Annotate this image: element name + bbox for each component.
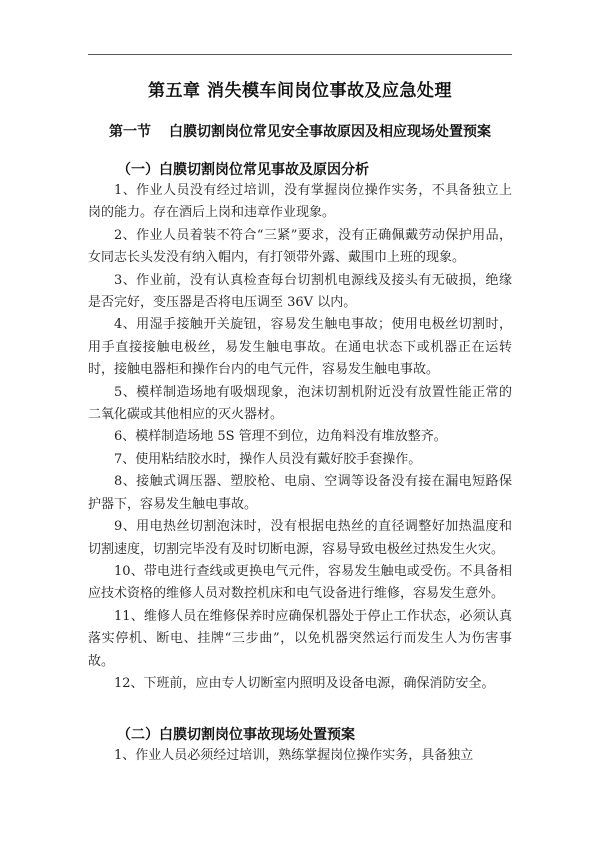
list-item: 4、用湿手接触开关旋钮，容易发生触电事故；使用电极丝切割时，用手直接接触电极丝，易发生触电事故。在通电状态下或机器正在运转时，接触电器柜和操作台内的电气元件，容易发生触电事故。 xyxy=(88,317,512,378)
subsection-2-title: （二）白膜切割岗位事故现场处置预案 xyxy=(117,727,355,743)
list-item: 1、作业人员必须经过培训，熟练掌握岗位操作实务，具备独立 xyxy=(114,748,474,763)
list-item: 3、作业前，没有认真检查每台切割机电源线及接头有无破损，绝缘是否完好，变压器是否将电压调至 36V 以内。 xyxy=(88,272,512,311)
subsection-2-body xyxy=(88,745,512,767)
list-item: 6、模样制造场地 5S 管理不到位，边角料没有堆放整齐。 xyxy=(114,429,447,445)
chapter-title: 第五章 消失模车间岗位事故及应急处理 xyxy=(148,81,452,101)
header-rule xyxy=(88,54,512,55)
list-item: 10、带电进行查线或更换电气元件，容易发生触电或受伤。不具备相应技术资格的维修人员对数控机床和电气设备进行维修，容易发生意外。 xyxy=(88,563,512,602)
list-item: 12、下班前，应由专人切断室内照明及设备电源，确保消防安全。 xyxy=(114,675,495,691)
list-item: 9、用电热丝切割泡沫时，没有根据电热丝的直径调整好加热温度和切割速度，切割完毕没有及时切断电源，容易导致电极丝过热发生火灾。 xyxy=(88,519,512,557)
section-number: 第一节 xyxy=(109,124,151,140)
subsection-1-body xyxy=(88,180,512,695)
list-item: 7、使用粘结胶水时，操作人员没有戴好胶手套操作。 xyxy=(114,451,422,467)
list-item: 11、维修人员在维修保养时应确保机器处于停止工作状态，必须认真落实停机、断电、挂牌“三步曲”，以免机器突然运行而发生人为伤害事故。 xyxy=(88,608,512,669)
list-item: 5、模样制造场地有吸烟现象，泡沫切割机附近没有放置性能正常的二氧化碳或其他相应的灭火器材。 xyxy=(88,384,512,423)
list-item: 1、作业人员没有经过培训，没有掌握岗位操作实务，不具备独立上岗的能力。存在酒后上岗和违章作业现象。 xyxy=(88,183,512,221)
list-item: 8、接触式调压器、塑胶枪、电扇、空调等设备没有接在漏电短路保护器下，容易发生触电事故。 xyxy=(88,474,512,512)
subsection-1-title: （一）白膜切割岗位常见事故及原因分析 xyxy=(117,162,369,178)
section-heading xyxy=(0,121,600,141)
list-item: 2、作业人员着装不符合“三紧”要求，没有正确佩戴劳动保护用品，女同志长头发没有纳入帽内，有打领带外露、戴围巾上班的现象。 xyxy=(88,227,512,266)
section-title: 白膜切割岗位常见安全事故原因及相应现场处置预案 xyxy=(169,124,491,140)
